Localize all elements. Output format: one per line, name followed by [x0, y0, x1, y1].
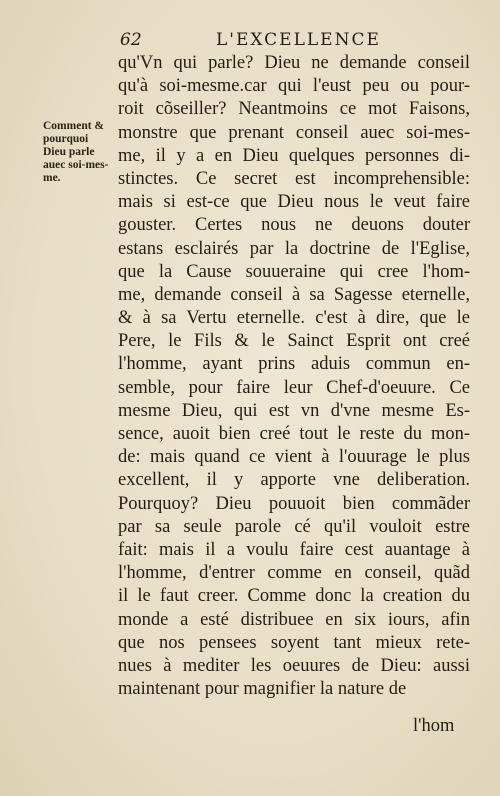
- text-line: me, demande conseil à sa Sagesse eternelle,: [118, 284, 470, 305]
- text-line: & à sa Vertu eternelle. c'est à dire, que le: [118, 308, 470, 329]
- text-line: qu'Vn qui parle? Dieu ne demande conseil: [118, 53, 470, 73]
- text-line: il le faut creer. Comme donc la creation du: [118, 586, 470, 607]
- marginal-note-line: me.: [43, 172, 61, 184]
- text-line: nues à mediter les oeuures de Dieu: aussi: [118, 655, 470, 676]
- text-line: me, il y a en Dieu quelques personnes di-: [118, 145, 470, 166]
- text-line: qu'à soi-mesme.car qui l'eust peu ou pour-: [118, 76, 470, 97]
- body-text: [118, 52, 470, 701]
- marginal-note-line: Comment &: [43, 120, 104, 132]
- text-line: de: mais quand ce vient à l'ouurage le plus: [118, 447, 470, 468]
- page-header: [120, 30, 470, 52]
- text-line: que nos pensees soyent tant mieux rete-: [118, 632, 470, 653]
- text-line: sence, auoit bien creé tout le reste du mon-: [118, 424, 470, 444]
- text-line: mais si est-ce que Dieu nous le veut faire: [118, 192, 470, 213]
- text-line: l'homme, ayant prins aduis commun en-: [118, 354, 470, 375]
- running-head: L'EXCELLENCE: [216, 30, 381, 50]
- text-line: maintenant pour magnifier la nature de: [118, 679, 407, 700]
- text-line: fait: mais il a voulu faire cest auantage à: [118, 539, 470, 560]
- marginal-note-line: pourquoi: [43, 133, 89, 145]
- text-line: Pourquoy? Dieu pouuoit bien commãder: [118, 493, 470, 514]
- text-line: estans esclairés par la doctrine de l'Eglise,: [118, 238, 470, 259]
- text-line: semble, pour faire leur Chef-d'oeuure. Ce: [118, 377, 470, 398]
- text-line: par sa seule parole cé qu'il vouloit estre: [118, 516, 470, 537]
- text-line: monstre que prenant conseil auec soi-mes-: [118, 122, 470, 143]
- page-number: 62: [120, 30, 142, 50]
- marginal-note-line: auec soi-mes-: [43, 159, 109, 171]
- text-line: stinctes. Ce secret est incomprehensible:: [118, 168, 470, 189]
- marginal-note-line: Dieu parle: [43, 146, 95, 158]
- text-line: excellent, il y apporte vne deliberation.: [118, 470, 470, 491]
- text-line: roit cõseiller? Neantmoins ce mot Faisons,: [118, 99, 470, 120]
- marginal-note: [43, 120, 125, 185]
- text-line: gouster. Certes nous ne deuons douter: [118, 215, 470, 236]
- catchword: l'hom: [413, 716, 455, 736]
- text-line: monde a esté distribuee en six iours, afin: [118, 609, 470, 630]
- text-line: mesme Dieu, qui est vn d'vne mesme Es-: [118, 400, 470, 421]
- text-line: Pere, le Fils & le Sainct Esprit ont creé: [118, 331, 470, 352]
- text-line: l'homme, d'entrer comme en conseil, quãd: [118, 563, 470, 584]
- text-line: que la Cause souueraine qui cree l'hom-: [118, 261, 470, 282]
